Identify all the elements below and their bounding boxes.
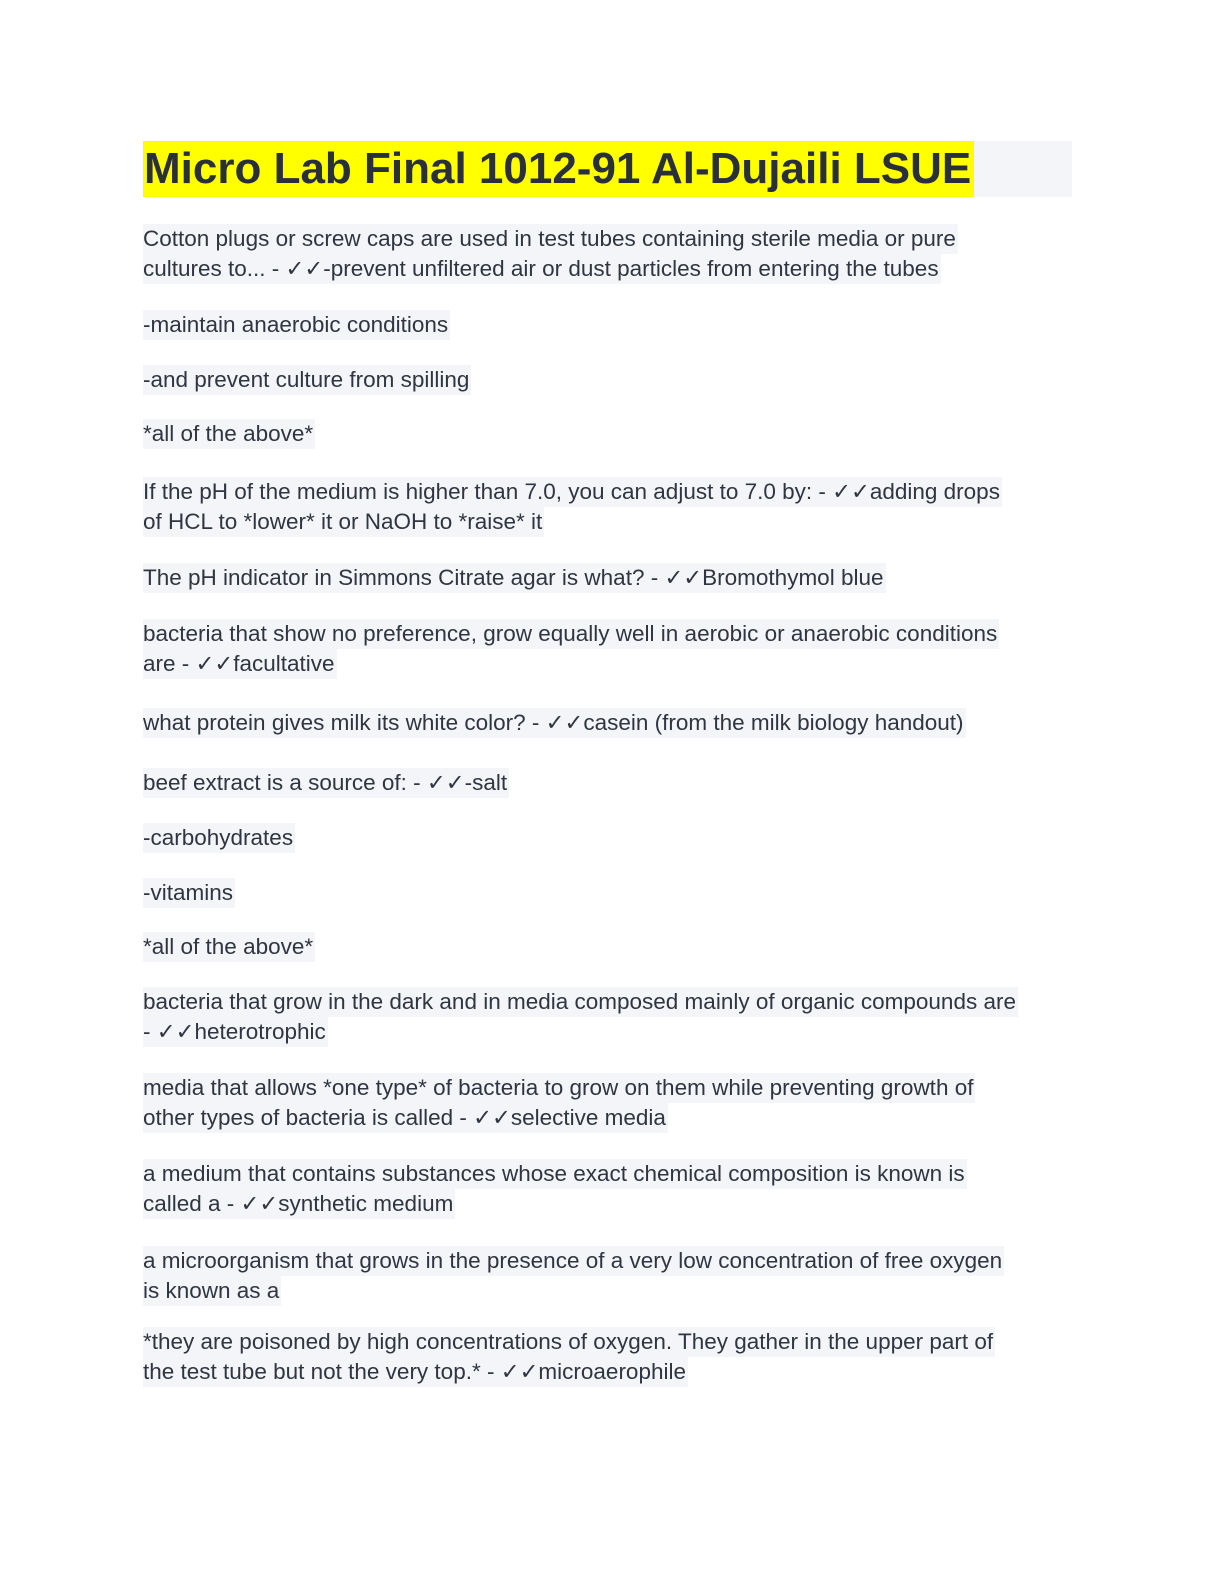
paragraph-line: -carbohydrates: [143, 823, 295, 853]
paragraph-line: other types of bacteria is called - ✓✓selective media: [143, 1103, 668, 1133]
paragraph-line: media that allows *one type* of bacteria to grow on them while preventing growth of: [143, 1073, 975, 1103]
paragraph-line: bacteria that grow in the dark and in media composed mainly of organic compounds are: [143, 987, 1018, 1017]
paragraph-line: are - ✓✓facultative: [143, 649, 337, 679]
paragraph-casein: [143, 708, 966, 738]
paragraph-line: The pH indicator in Simmons Citrate agar is what? - ✓✓Bromothymol blue: [143, 563, 886, 593]
paragraph-line: called a - ✓✓synthetic medium: [143, 1189, 455, 1219]
paragraph-line: a microorganism that grows in the presence of a very low concentration of free oxygen: [143, 1246, 1004, 1276]
paragraph-all-above-1: [143, 419, 315, 449]
paragraph-line: a medium that contains substances whose exact chemical composition is known is: [143, 1159, 967, 1189]
paragraph-heterotrophic: [143, 987, 1018, 1047]
paragraph-ph-indicator: [143, 563, 886, 593]
paragraph-line: *all of the above*: [143, 419, 315, 449]
paragraph-line: *they are poisoned by high concentrations of oxygen. They gather in the upper part of: [143, 1327, 995, 1357]
paragraph-line: -vitamins: [143, 878, 235, 908]
paragraph-microaerophile: [143, 1327, 995, 1387]
paragraph-line: *all of the above*: [143, 932, 315, 962]
paragraph-microorganism: [143, 1246, 1004, 1306]
document-title: Micro Lab Final 1012-91 Al-Dujaili LSUE: [143, 141, 974, 197]
paragraph-line: of HCL to *lower* it or NaOH to *raise* it: [143, 507, 544, 537]
paragraph-line: what protein gives milk its white color? - ✓✓casein (from the milk biology handout): [143, 708, 966, 738]
paragraph-all-above-2: [143, 932, 315, 962]
paragraph-line: -maintain anaerobic conditions: [143, 310, 450, 340]
paragraph-beef-extract: [143, 768, 509, 798]
title-block: [143, 141, 1072, 197]
paragraph-line: cultures to... - ✓✓-prevent unfiltered air or dust particles from entering the tubes: [143, 254, 941, 284]
paragraph-ph-adjust: [143, 477, 1002, 537]
paragraph-line: Cotton plugs or screw caps are used in test tubes containing sterile media or pure: [143, 224, 958, 254]
paragraph-line: If the pH of the medium is higher than 7.0, you can adjust to 7.0 by: - ✓✓adding drops: [143, 477, 1002, 507]
paragraph-line: the test tube but not the very top.* - ✓✓microaerophile: [143, 1357, 688, 1387]
paragraph-facultative: [143, 619, 999, 679]
paragraph-line: is known as a: [143, 1276, 281, 1306]
paragraph-line: beef extract is a source of: - ✓✓-salt: [143, 768, 509, 798]
paragraph-prevent-spilling: [143, 365, 471, 395]
paragraph-line: -and prevent culture from spilling: [143, 365, 471, 395]
paragraph-vitamins: [143, 878, 235, 908]
paragraph-maintain-anaerobic: [143, 310, 450, 340]
paragraph-synthetic-medium: [143, 1159, 967, 1219]
paragraph-carbohydrates: [143, 823, 295, 853]
paragraph-line: - ✓✓heterotrophic: [143, 1017, 328, 1047]
paragraph-cotton-plugs: [143, 224, 958, 284]
paragraph-line: bacteria that show no preference, grow equally well in aerobic or anaerobic conditions: [143, 619, 999, 649]
paragraph-selective-media: [143, 1073, 975, 1133]
